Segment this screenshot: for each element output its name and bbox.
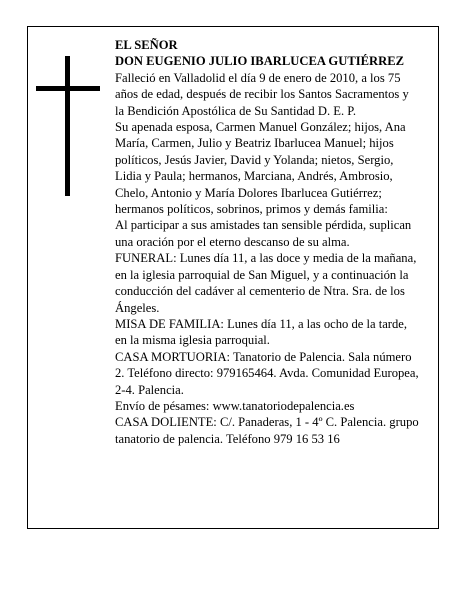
mourning-home-info: CASA DOLIENTE: C/. Panaderas, 1 - 4º C. Palencia. grupo tanatorio de palencia. Teléfono 979 16 53 16 (115, 415, 419, 446)
deceased-name: DON EUGENIO JULIO IBARLUCEA GUTIÉRREZ (115, 54, 405, 69)
obituary-text (115, 37, 420, 447)
heading-title: EL SEÑOR (115, 38, 178, 52)
funeral-info: FUNERAL: Lunes día 11, a las doce y media de la mañana, en la iglesia parroquial de San Miguel, y a continuación la conducción del cadáver al cementerio de Ntra. Sra. de los Ángeles. (115, 251, 417, 315)
family-mass-info: MISA DE FAMILIA: Lunes día 11, a las ocho de la tarde, en la misma iglesia parroquial. (115, 316, 408, 348)
cross-vertical-bar (65, 56, 70, 196)
cross-horizontal-bar (36, 86, 100, 91)
funeral-home-info: CASA MORTUORIA: Tanatorio de Palencia. Sala número 2. Teléfono directo: 979165464. Avda. Comunidad Europea, 2-4. Palencia. (115, 349, 419, 397)
death-announcement: Falleció en Valladolid el día 9 de enero de 2010, a los 75 años de edad, después de recibir los Santos Sacramentos y la Bendición Apostólica de Su Santidad D. E. P. (115, 70, 409, 118)
family-list: Su apenada esposa, Carmen Manuel González; hijos, Ana María, Carmen, Julio y Beatriz Ibarlucea Manuel; hijos políticos, Jesús Javier, David y Yolanda; nietos, Sergio, Lidia y Paula; hermanos, Marciana, Andrés, Ambrosio, Chelo, Antonio y María Dolores Ibarlucea Gutiérrez; hermanos políticos, sobrinos, primos y demás familia: (115, 120, 406, 217)
cross-icon (36, 56, 100, 196)
condolences-website: Envío de pésames: www.tanatoriodepalencia.es (115, 398, 355, 413)
prayer-request: Al participar a sus amistades tan sensible pérdida, suplican una oración por el eterno descanso de su alma. (115, 218, 412, 249)
